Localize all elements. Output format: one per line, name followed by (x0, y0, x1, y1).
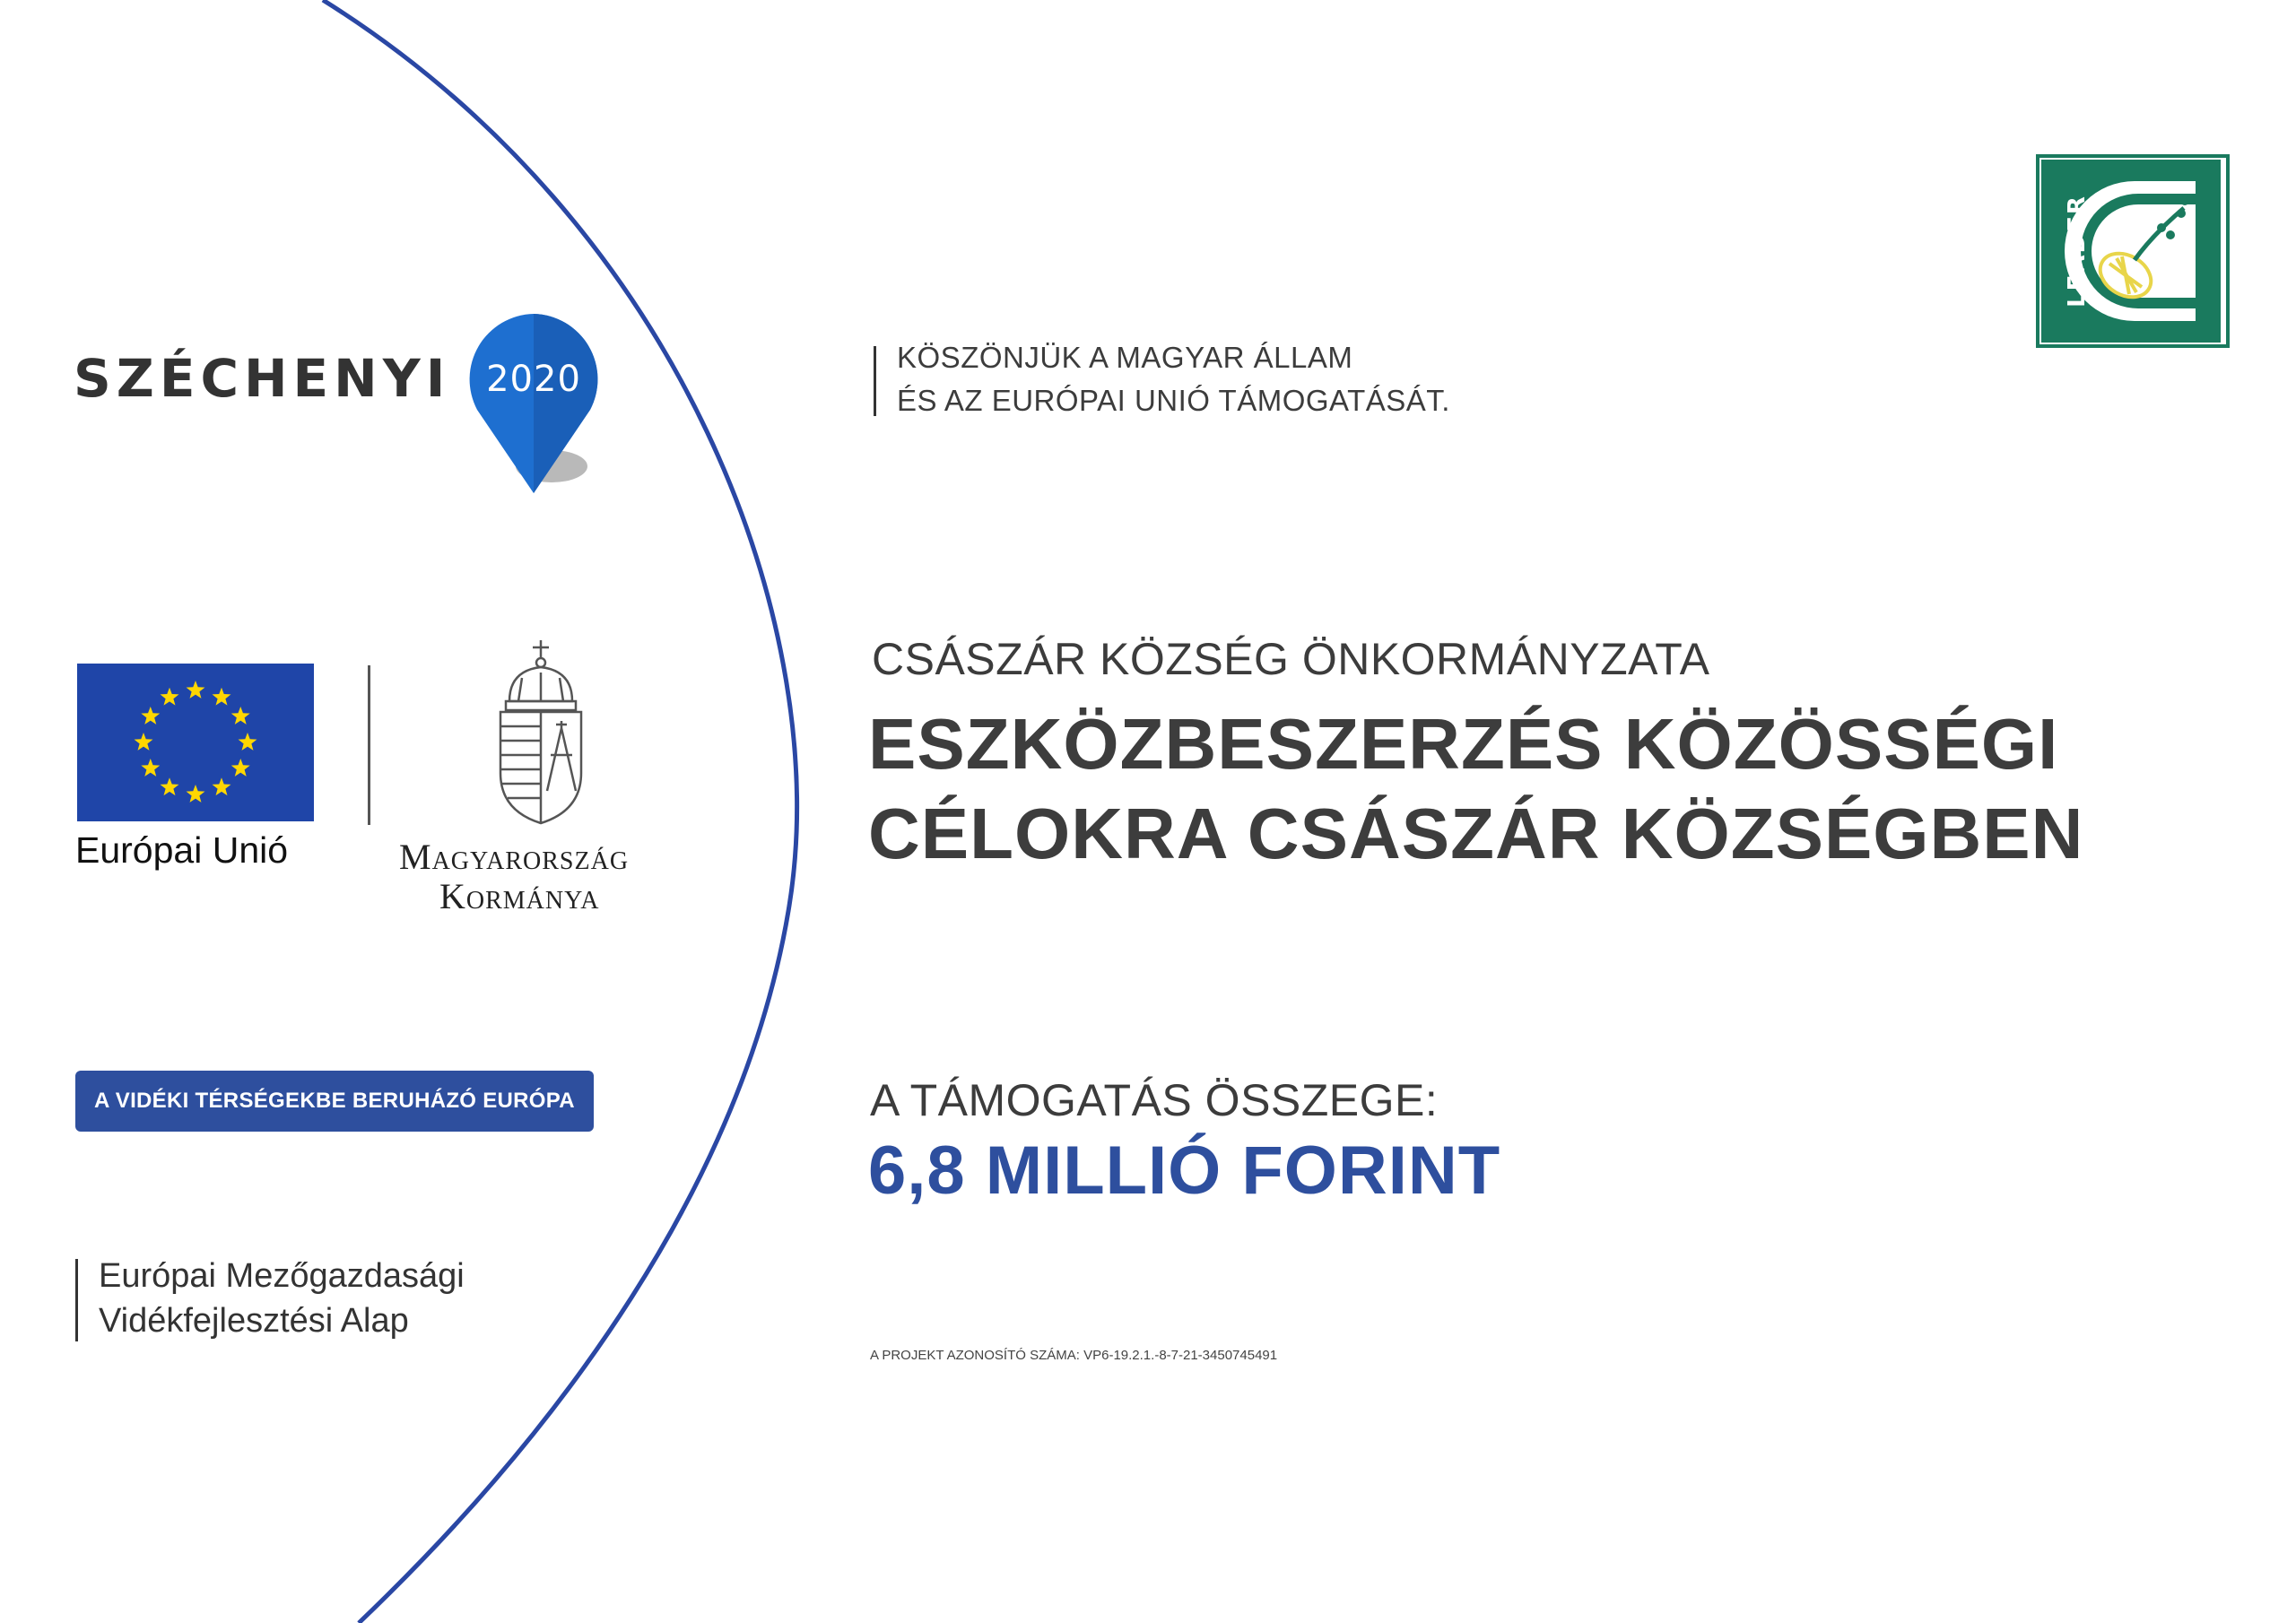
organization-name: CSÁSZÁR KÖZSÉG ÖNKORMÁNYZATA (872, 634, 1710, 684)
project-title-line-1: ESZKÖZBESZERZÉS KÖZÖSSÉGI (868, 704, 2059, 784)
government-label-line-2: Kormánya (439, 876, 600, 916)
leader-word: LEADER (2064, 195, 2091, 308)
fund-divider (75, 1259, 78, 1341)
fund-line-2: Vidékfejlesztési Alap (99, 1302, 409, 1340)
fund-line-1: Európai Mezőgazdasági (99, 1257, 465, 1295)
project-id: A PROJEKT AZONOSÍTÓ SZÁMA: VP6-19.2.1.-8-7-21-3450745491 (870, 1348, 1278, 1363)
rural-europe-badge: A VIDÉKI TÉRSÉGEKBE BERUHÁZÓ EURÓPA (75, 1071, 594, 1132)
eu-label: Európai Unió (75, 829, 289, 871)
government-label-line-1: Magyarország (399, 837, 630, 877)
amount-label: A TÁMOGATÁS ÖSSZEGE: (870, 1075, 1439, 1125)
coat-of-arms-icon (491, 638, 590, 827)
szechenyi-year: 2020 (486, 359, 581, 400)
szechenyi-logo-word: SZÉCHENYI (74, 348, 451, 409)
thanks-divider (874, 346, 876, 416)
eu-gov-divider (368, 665, 370, 825)
amount-value: 6,8 MILLIÓ FORINT (868, 1133, 1501, 1209)
thanks-line-2: ÉS AZ EURÓPAI UNIÓ TÁMOGATÁSÁT. (897, 384, 1450, 417)
szechenyi-pin-icon (462, 309, 605, 502)
leader-logo-icon (2036, 154, 2230, 348)
thanks-line-1: KÖSZÖNJÜK A MAGYAR ÁLLAM (897, 341, 1353, 374)
project-title-line-2: CÉLOKRA CSÁSZÁR KÖZSÉGBEN (868, 794, 2084, 873)
eu-flag-icon (77, 664, 314, 821)
